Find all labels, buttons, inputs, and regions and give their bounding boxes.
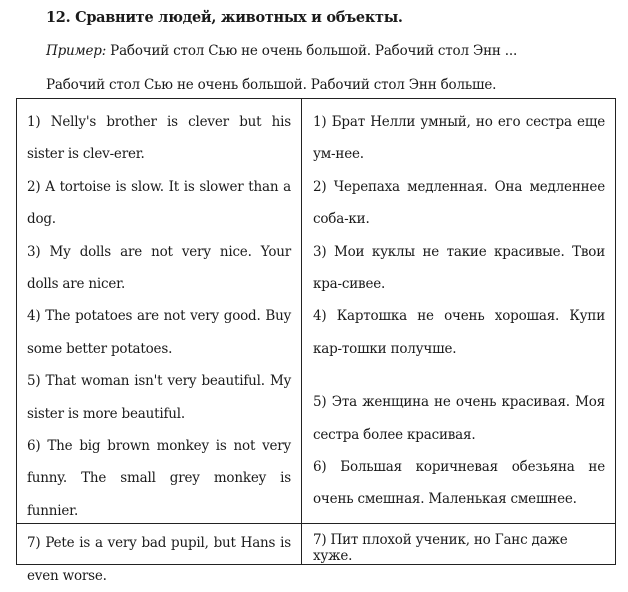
exercise-heading: 12. Сравните людей, животных и объекты. (46, 9, 403, 26)
english-column (17, 99, 301, 592)
column-divider (301, 99, 302, 564)
russian-column (303, 99, 615, 516)
english-sentence-4: 4) The potatoes are not very good. Buy some better potatoes. (27, 308, 291, 357)
example-line (46, 43, 517, 59)
example-answer: Рабочий стол Сью не очень большой. Рабочий стол Энн больше. (46, 77, 497, 93)
russian-sentence-1: 1) Брат Нелли умный, но его сестра еще ум-нее. (313, 114, 605, 163)
russian-sentence-2: 2) Черепаха медленная. Она медленнее соба-ки. (313, 178, 605, 228)
example-text: Рабочий стол Сью не очень большой. Рабочий стол Энн ... (106, 43, 518, 59)
spacer (313, 365, 605, 386)
example-label: Пример: (46, 43, 107, 59)
russian-sentence-5: 5) Эта женщина не очень красивая. Моя сестра более красивая. (313, 394, 605, 443)
english-sentence-2: 2) A tortoise is slow. It is slower than a dog. (27, 178, 291, 228)
english-sentence-5: 5) That woman isn't very beautiful. My sister is more beautiful. (27, 373, 291, 422)
russian-sentence-4: 4) Картошка не очень хорошая. Купи кар-тошки получше. (313, 308, 605, 357)
russian-sentence-3: 3) Мои куклы не такие красивые. Твои кра-сивее. (313, 243, 605, 293)
translation-table (16, 98, 616, 584)
english-sentence-6: 6) The big brown monkey is not very funny. The small grey monkey is funnier. (27, 438, 291, 519)
english-sentence-7: 7) Pete is a very bad pupil, but Hans is even worse. (27, 535, 291, 584)
russian-sentence-7: 7) Пит плохой ученик, но Ганс даже хуже. (313, 532, 568, 564)
english-sentence-3: 3) My dolls are not very nice. Your dolls are nicer. (27, 243, 291, 293)
russian-sentence-6: 6) Большая коричневая обезьяна не очень смешная. Маленькая смешнее. (313, 459, 605, 508)
english-sentence-1: 1) Nelly's brother is clever but his sister is clev-erer. (27, 114, 291, 163)
